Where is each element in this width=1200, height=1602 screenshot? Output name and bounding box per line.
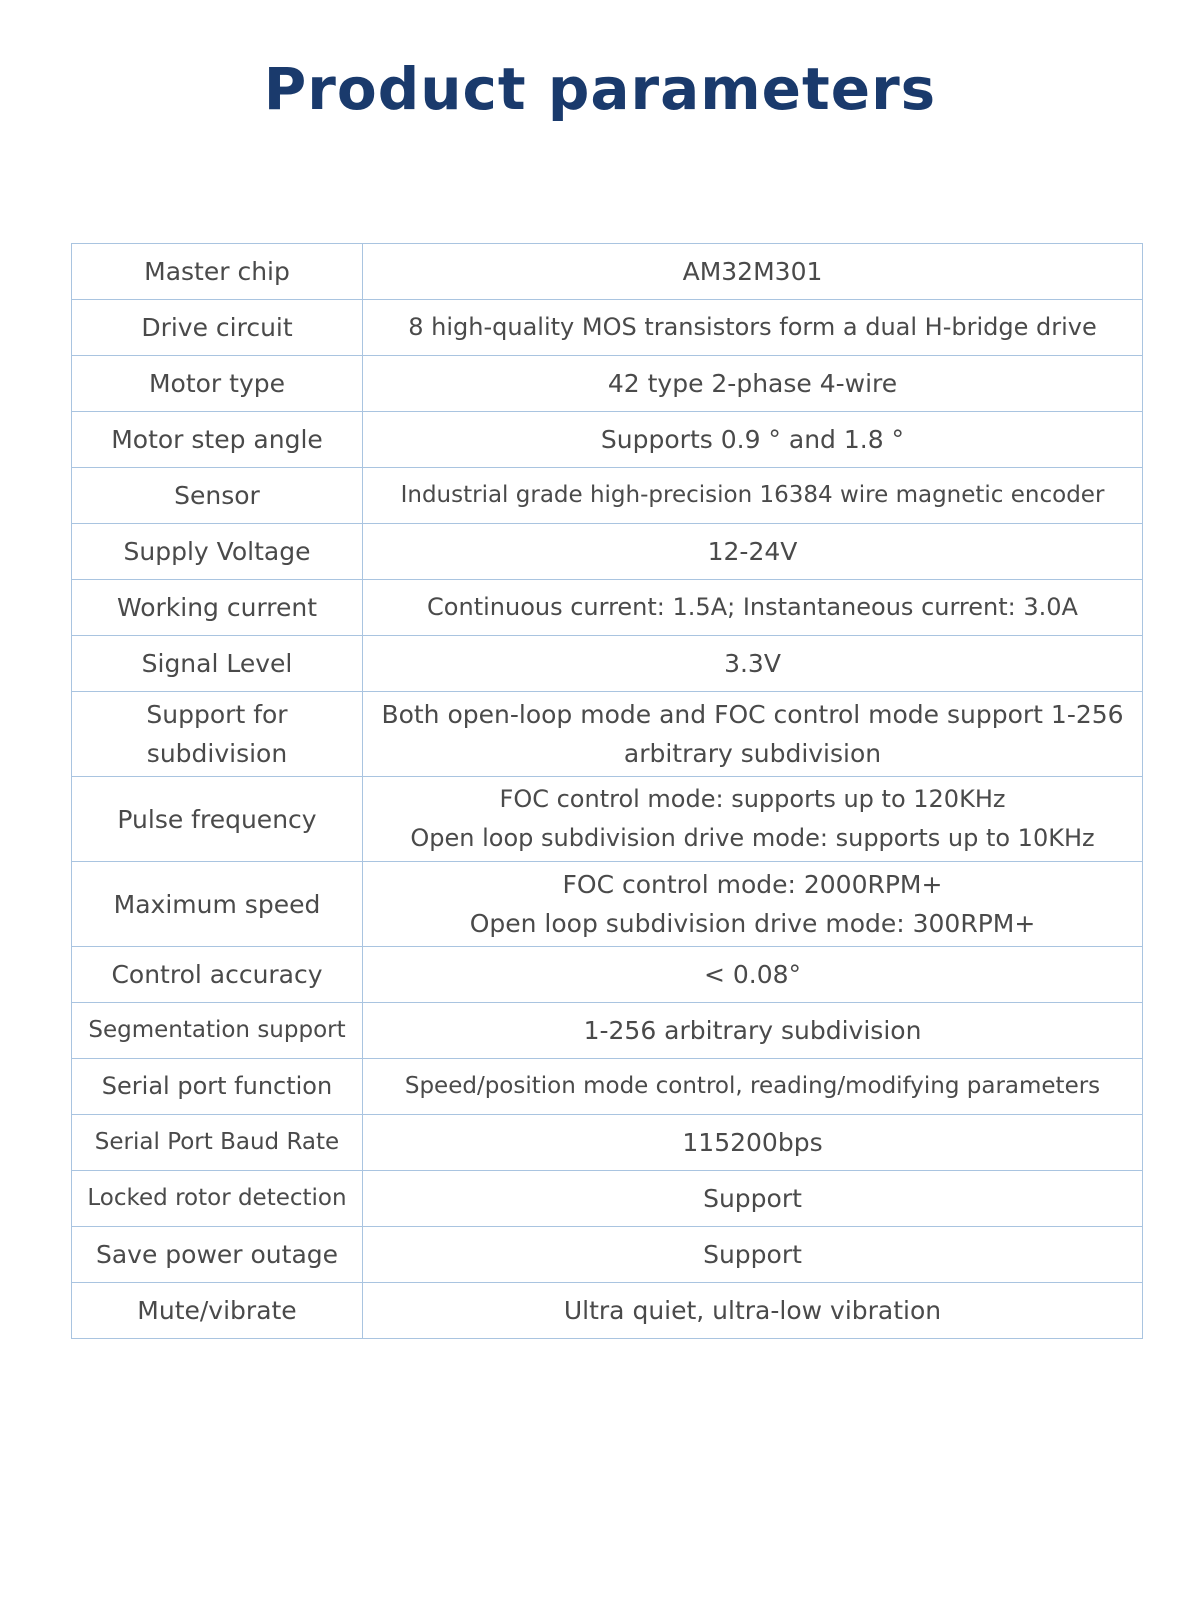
param-name: Motor type [72, 356, 363, 412]
param-value: 3.3V [363, 636, 1143, 692]
param-name: Control accuracy [72, 947, 363, 1003]
param-name: Working current [72, 580, 363, 636]
table-row [72, 1283, 1143, 1339]
param-value: 115200bps [363, 1115, 1143, 1171]
param-name: Serial Port Baud Rate [72, 1115, 363, 1171]
param-name: Support for subdivision [72, 692, 363, 777]
param-name: Maximum speed [72, 862, 363, 947]
param-name: Sensor [72, 468, 363, 524]
param-value: 8 high-quality MOS transistors form a dual H-bridge drive [363, 300, 1143, 356]
table-row [72, 777, 1143, 862]
page-title: Product parameters [263, 55, 937, 123]
table-row [72, 580, 1143, 636]
param-value: 1-256 arbitrary subdivision [363, 1003, 1143, 1059]
param-value: Support [363, 1227, 1143, 1283]
param-value [363, 862, 1143, 947]
param-name: Locked rotor detection [72, 1171, 363, 1227]
param-value: Supports 0.9 ° and 1.8 ° [363, 412, 1143, 468]
param-name: Serial port function [72, 1059, 363, 1115]
table-row [72, 468, 1143, 524]
param-value-line: FOC control mode: 2000RPM+ [562, 870, 943, 899]
table-row [72, 412, 1143, 468]
param-value [363, 777, 1143, 862]
table-row [72, 356, 1143, 412]
param-name: Master chip [72, 244, 363, 300]
param-name: Supply Voltage [72, 524, 363, 580]
table-row [72, 244, 1143, 300]
param-value: Ultra quiet, ultra-low vibration [363, 1283, 1143, 1339]
param-value: Speed/position mode control, reading/modifying parameters [363, 1059, 1143, 1115]
table-row [72, 862, 1143, 947]
param-value-line: Open loop subdivision drive mode: supports up to 10KHz [410, 824, 1095, 852]
param-name: Mute/vibrate [72, 1283, 363, 1339]
param-name: Drive circuit [72, 300, 363, 356]
param-value: < 0.08° [363, 947, 1143, 1003]
param-value: 12-24V [363, 524, 1143, 580]
table-row [72, 947, 1143, 1003]
param-name: Motor step angle [72, 412, 363, 468]
table-row [72, 1115, 1143, 1171]
table-row [72, 1059, 1143, 1115]
table-row [72, 1227, 1143, 1283]
param-value: Support [363, 1171, 1143, 1227]
param-value: Continuous current: 1.5A; Instantaneous current: 3.0A [363, 580, 1143, 636]
table-row [72, 636, 1143, 692]
table-row [72, 1171, 1143, 1227]
param-value-line: Open loop subdivision drive mode: 300RPM+ [469, 909, 1036, 938]
table-row [72, 692, 1143, 777]
table-row [72, 524, 1143, 580]
param-value-line: FOC control mode: supports up to 120KHz [499, 785, 1006, 813]
param-name: Segmentation support [72, 1003, 363, 1059]
param-name: Pulse frequency [72, 777, 363, 862]
parameters-table [71, 243, 1143, 1339]
param-value: 42 type 2-phase 4-wire [363, 356, 1143, 412]
param-name: Save power outage [72, 1227, 363, 1283]
param-name: Signal Level [72, 636, 363, 692]
table-row [72, 1003, 1143, 1059]
param-value: AM32M301 [363, 244, 1143, 300]
table-row [72, 300, 1143, 356]
param-value: Industrial grade high-precision 16384 wire magnetic encoder [363, 468, 1143, 524]
param-value: Both open-loop mode and FOC control mode support 1-256 arbitrary subdivision [363, 692, 1143, 777]
